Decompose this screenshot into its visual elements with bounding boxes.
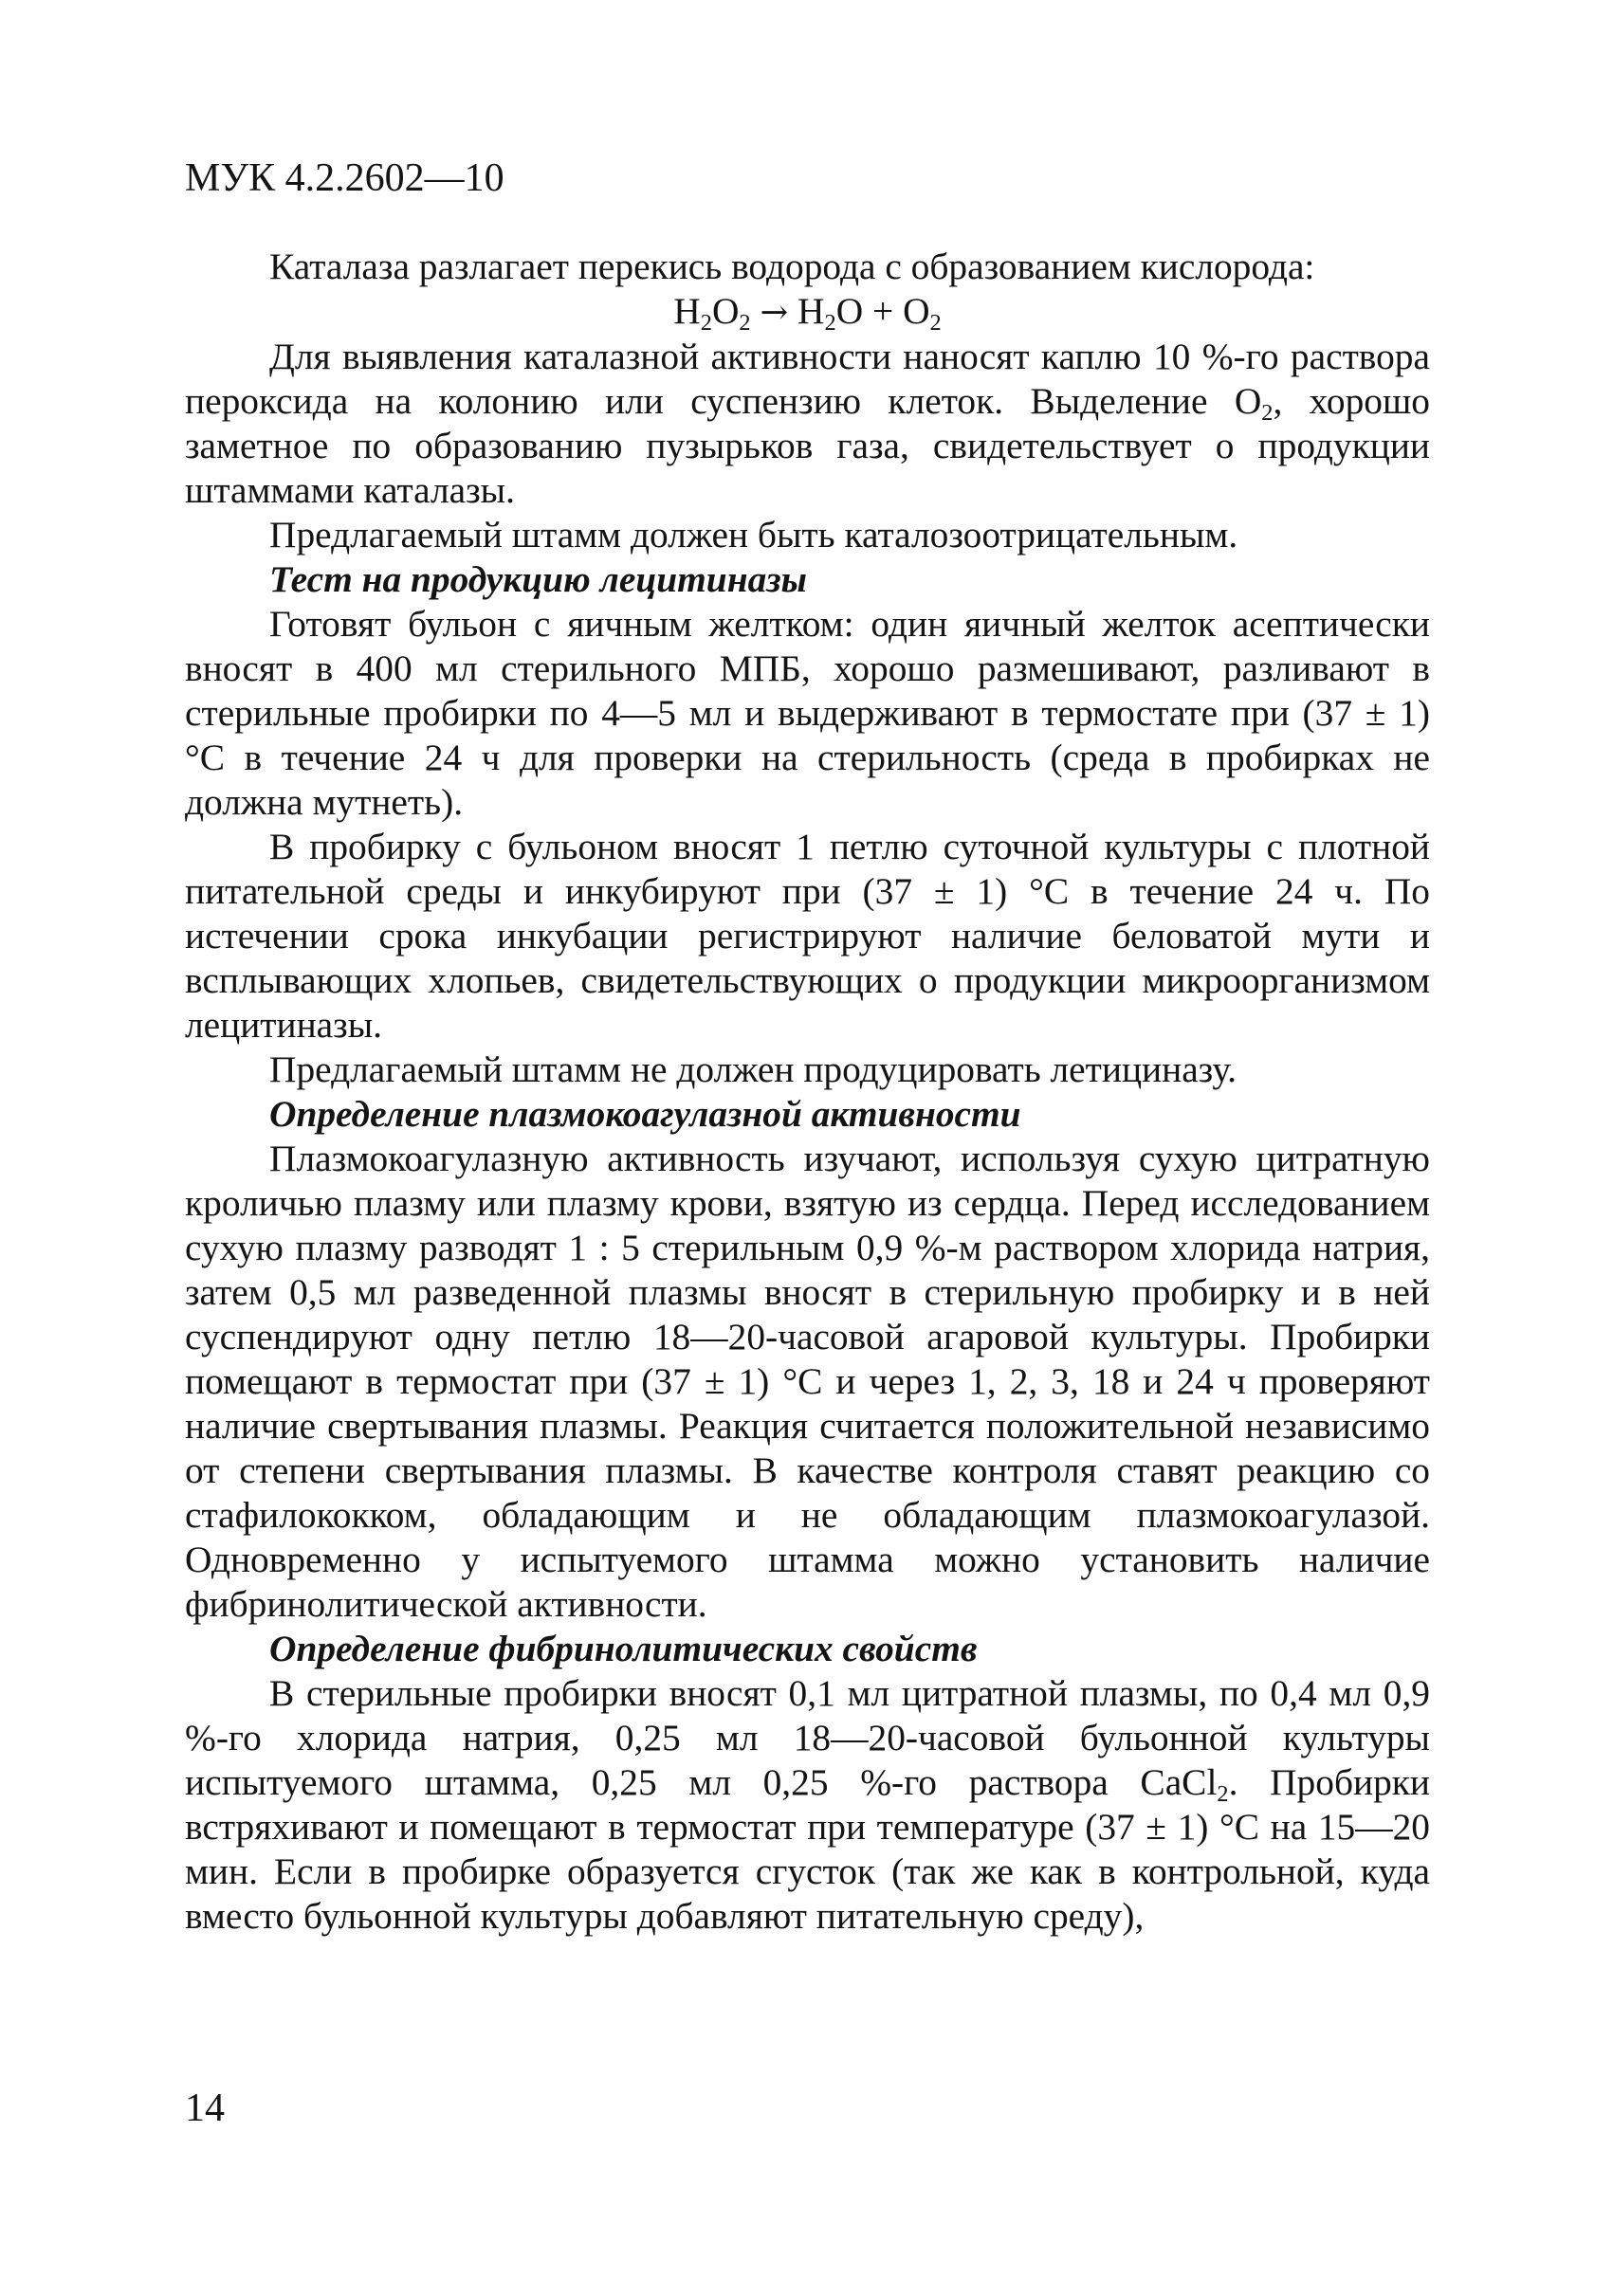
formula-o: O: [711, 290, 740, 332]
formula-sub: 2: [700, 309, 712, 336]
document-code-header: МУК 4.2.2602—10: [185, 156, 504, 200]
section-heading-lecithinase: Тест на продукцию лецитиназы: [269, 558, 807, 600]
paragraph-text: Для выявления каталазной активности наносят каплю 10 %-го раствора пероксида на колонию или суспензию клеток. Выделение O: [185, 336, 1430, 422]
formula-h: H: [797, 290, 825, 332]
reaction-arrow-icon: →: [760, 293, 789, 332]
paragraph-text: В стерильные пробирки вносят 0,1 мл цитратной плазмы, по 0,4 мл 0,9 %-го хлорида натрия, 0,25 мл 18—20-часовой бульонной культуры испытуемого штамма, 0,25 мл 0,25 %-го раствора CaCl: [185, 1672, 1430, 1803]
paragraph-lecithinase-incubation: В пробирку с бульоном вносят 1 петлю суточной культуры с плотной питательной среды и инкубируют при (37 ± 1) °С в течение 24 ч. По истечении срока инкубации регистрируют наличие беловатой мути и всплывающих хлопьев, свидетельствующих о продукции микроорганизмом лецитиназы.: [185, 826, 1430, 1046]
paragraph-plasmocoagulase-method: Плазмокоагулазную активность изучают, используя сухую цитратную кроличью плазму или плазму крови, взятую из сердца. Перед исследованием сухую плазму разводят 1 : 5 стерильным 0,9 %-м раствором хлорида натрия, затем 0,5 мл разведенной плазмы вносят в стерильную пробирку и в ней суспендируют одну петлю 18—20-часовой агаровой культуры. Пробирки помещают в термостат при (37 ± 1) °С и через 1, 2, 3, 18 и 24 ч проверяют наличие свертывания плазмы. Реакция считается положительной независимо от степени свертывания плазмы. В качестве контроля ставят реакцию со стафилококком, обладающим и не обладающим плазмокоагулазой. Одновременно у испытуемого штамма можно установить наличие фибринолитической активности.: [185, 1138, 1430, 1625]
paragraph-text: . Пробирки встряхивают и помещают в термостат при температуре (37 ± 1) °С на 15—20 мин. Если в пробирке образуется сгусток (так же как в контрольной, куда вместо бульонной культуры добавляют питательную среду),: [185, 1761, 1430, 1937]
subscript: 2: [1261, 399, 1274, 426]
paragraph-lecithinase-broth: Готовят бульон с яичным желтком: один яичный желток асептически вносят в 400 мл стерильного МПБ, хорошо размешивают, разливают в стерильные пробирки по 4—5 мл и выдерживают в термостате при (37 ± 1) °С в течение 24 ч для проверки на стерильность (среда в пробирках не должна мутнеть).: [185, 603, 1430, 823]
section-heading-fibrinolytic: Определение фибринолитических свойств: [269, 1628, 978, 1669]
section-heading-plasmocoagulase: Определение плазмокоагулазной активности: [269, 1093, 1021, 1135]
formula-sub: 2: [739, 309, 751, 336]
formula-sub: 2: [929, 309, 942, 336]
paragraph-catalase-requirement: Предлагаемый штамм должен быть каталозоотрицательным.: [269, 514, 1238, 556]
subscript: 2: [1217, 1780, 1229, 1807]
paragraph-text: , хорошо заметное по образованию пузырьков газа, свидетельствует о продукции штаммами каталазы.: [185, 380, 1430, 511]
page-body: [185, 245, 1430, 1939]
paragraph-fibrinolytic-method: [185, 1671, 1430, 1939]
formula-o: O: [903, 290, 930, 332]
paragraph-catalase-intro: Каталаза разлагает перекись водорода с образованием кислорода:: [269, 246, 1315, 287]
formula-plus: +: [863, 290, 904, 332]
formula-o: O: [835, 290, 864, 332]
formula-h: H: [673, 290, 701, 332]
paragraph-lecithinase-requirement: Предлагаемый штамм не должен продуцировать летициназу.: [269, 1048, 1237, 1090]
page-number: 14: [185, 2086, 225, 2130]
formula-sub: 2: [824, 309, 836, 336]
chemical-equation: [185, 289, 1430, 335]
paragraph-catalase-method: [185, 335, 1430, 513]
